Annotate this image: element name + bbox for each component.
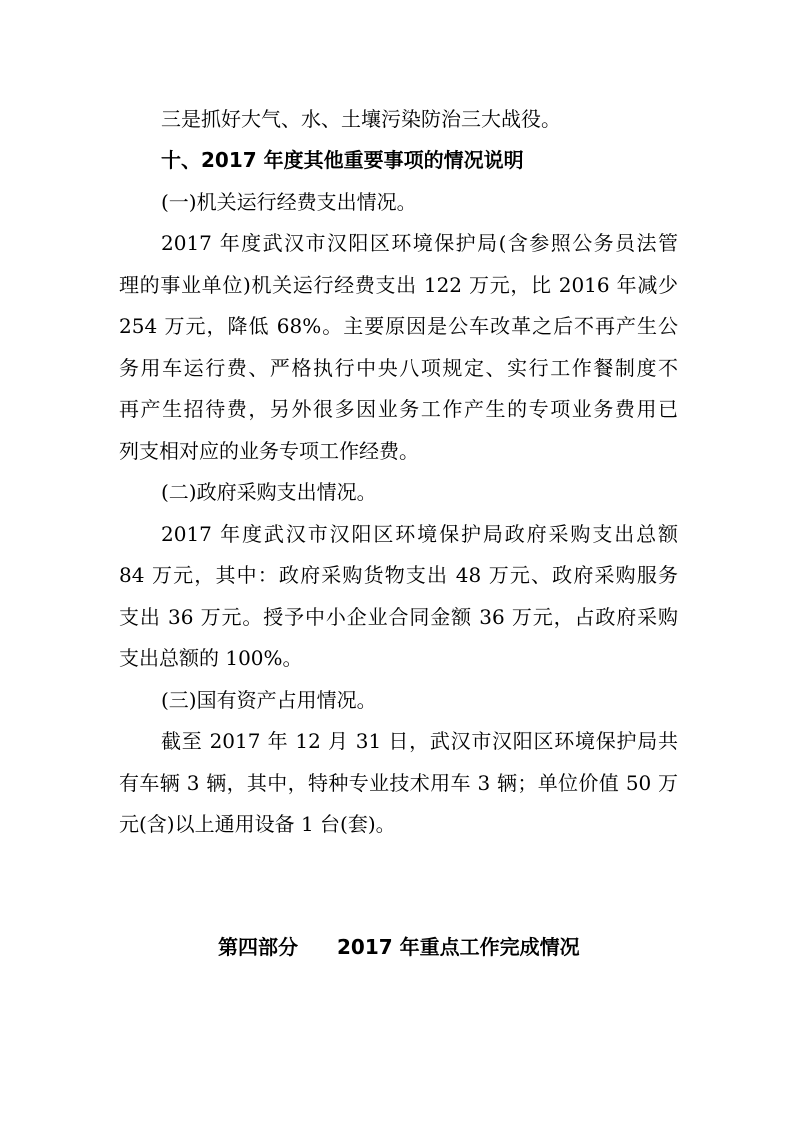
paragraph-line: 三是抓好大气、水、土壤污染防治三大战役。 (161, 107, 561, 131)
paragraph-line: 务用车运行费、严格执行中央八项规定、实行工作餐制度不 (119, 356, 678, 380)
paragraph-line: 有车辆 3 辆，其中，特种专业技术用车 3 辆；单位价值 50 万 (119, 771, 678, 795)
paragraph-line: 理的事业单位)机关运行经费支出 122 万元，比 2016 年减少 (119, 273, 678, 297)
subsection-heading: (一)机关运行经费支出情况。 (161, 190, 417, 214)
part-label: 第四部分 (218, 935, 298, 959)
paragraph-line: 截至 2017 年 12 月 31 日，武汉市汉阳区环境保护局共 (161, 729, 678, 753)
subsection-heading: (三)国有资产占用情况。 (161, 688, 377, 712)
paragraph-line: 支出总额的 100%。 (119, 646, 303, 670)
paragraph-line: 再产生招待费，另外很多因业务工作产生的专项业务费用已 (119, 397, 678, 421)
paragraph-line: 2017 年度武汉市汉阳区环境保护局(含参照公务员法管 (161, 231, 678, 255)
paragraph-line: 列支相对应的业务专项工作经费。 (119, 439, 419, 463)
paragraph-line: 支出 36 万元。授予中小企业合同金额 36 万元，占政府采购 (119, 605, 678, 629)
paragraph-line: 254 万元，降低 68%。主要原因是公车改革之后不再产生公 (119, 314, 678, 338)
paragraph-line: 84 万元，其中：政府采购货物支出 48 万元、政府采购服务 (119, 563, 678, 587)
section-heading: 十、2017 年度其他重要事项的情况说明 (161, 148, 524, 172)
subsection-heading: (二)政府采购支出情况。 (161, 480, 377, 504)
paragraph-line: 2017 年度武汉市汉阳区环境保护局政府采购支出总额 (161, 522, 678, 546)
part-title: 2017 年重点工作完成情况 (337, 935, 580, 959)
paragraph-line: 元(含)以上通用设备 1 台(套)。 (119, 812, 396, 836)
